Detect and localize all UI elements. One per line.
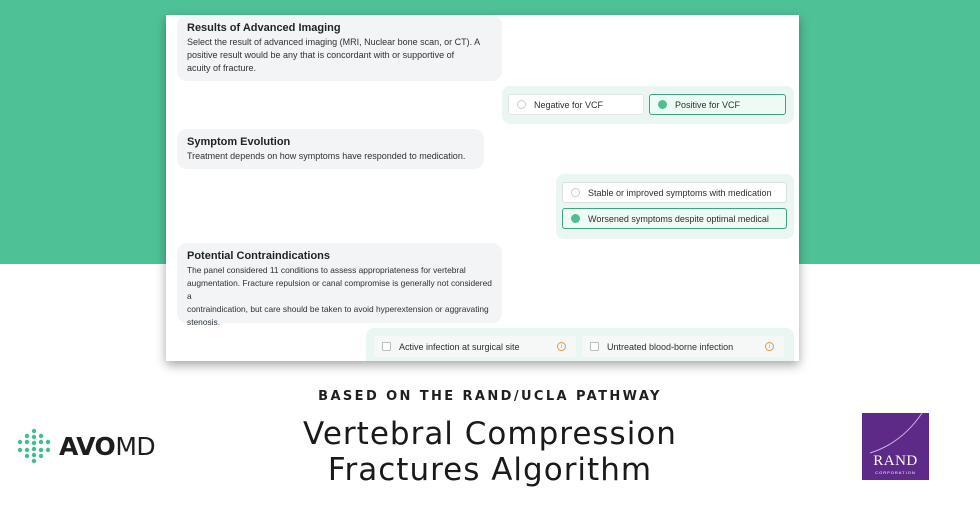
avomd-rest: MD <box>115 431 156 461</box>
rand-corporation: CORPORATION <box>875 470 916 475</box>
checkbox-icon[interactable] <box>382 342 391 351</box>
avomd-bold: AVO <box>59 431 116 461</box>
option-label: Untreated blood-borne infection <box>607 341 734 352</box>
question-imaging <box>177 15 502 81</box>
question-text <box>187 264 492 329</box>
question-symptoms <box>177 129 484 169</box>
option-stable-symptoms[interactable] <box>562 182 787 203</box>
radio-selected-icon[interactable] <box>658 100 667 109</box>
avomd-wordmark <box>59 432 155 461</box>
info-icon[interactable]: i <box>557 342 566 351</box>
text-line: Select the result of advanced imaging (MRI, Nuclear bone scan, or CT). A <box>187 37 481 47</box>
text-line: augmentation. Fracture repulsion or canal compromise is generally not considered a <box>187 278 492 301</box>
text-line: The panel considered 11 conditions to assess appropriateness for vertebral <box>187 265 466 275</box>
question-title: Potential Contraindications <box>187 250 331 262</box>
option-label: Negative for VCF <box>534 99 604 110</box>
text-line: positive result would be any that is concordant with or supportive of <box>187 50 455 60</box>
app-screenshot <box>166 15 799 361</box>
option-label: Active infection at surgical site <box>399 341 520 352</box>
question-title: Results of Advanced Imaging <box>187 22 341 34</box>
option-label: Worsened symptoms despite optimal medical <box>588 213 769 224</box>
option-worsened-symptoms[interactable] <box>562 208 787 229</box>
radio-selected-icon[interactable] <box>571 214 580 223</box>
option-negative-vcf[interactable] <box>508 94 644 115</box>
rand-logo <box>862 413 929 480</box>
option-label: Stable or improved symptoms with medication <box>588 187 772 198</box>
option-label: Positive for VCF <box>675 99 741 110</box>
radio-icon[interactable] <box>571 188 580 197</box>
question-text: Treatment depends on how symptoms have responded to medication. <box>187 151 466 161</box>
radio-icon[interactable] <box>517 100 526 109</box>
pathway-subtitle: BASED ON THE RAND/UCLA PATHWAY <box>318 389 662 404</box>
title-line: Vertebral Compression <box>303 416 677 452</box>
info-icon[interactable]: i <box>765 342 774 351</box>
text-line: stenosis. <box>187 317 221 327</box>
text-line: acuity of fracture. <box>187 63 257 73</box>
rand-name: RAND <box>873 453 918 469</box>
symptom-options <box>556 174 794 239</box>
contraindication-options <box>366 328 794 361</box>
question-title: Symptom Evolution <box>187 136 291 148</box>
option-positive-vcf[interactable] <box>649 94 786 115</box>
title-line: Fractures Algorithm <box>327 452 653 488</box>
option-blood-borne-infection[interactable] <box>582 336 784 357</box>
question-text <box>187 36 492 75</box>
imaging-options <box>502 86 794 124</box>
avomd-mark-icon <box>15 428 53 464</box>
option-active-infection[interactable] <box>374 336 576 357</box>
question-contraindications <box>177 243 502 327</box>
checkbox-icon[interactable] <box>590 342 599 351</box>
text-line: contraindication, but care should be taken to avoid hyperextension or aggravating <box>187 304 489 314</box>
avomd-logo <box>15 428 155 464</box>
